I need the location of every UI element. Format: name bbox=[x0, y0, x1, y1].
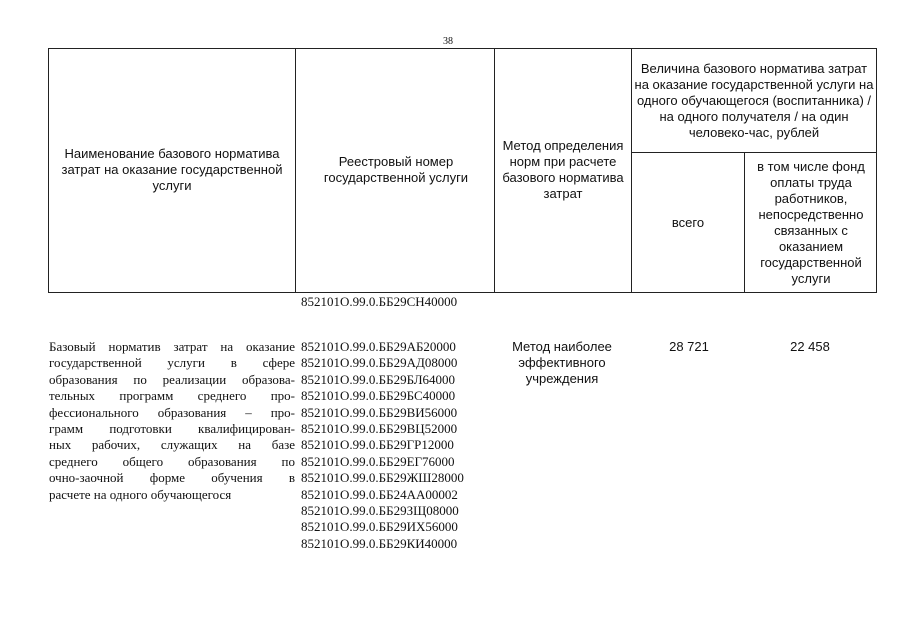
registry-number: 852101О.99.0.ББ29ГР12000 bbox=[301, 437, 454, 453]
header-registry: Реестровый номер государственной услуги bbox=[323, 154, 469, 185]
page-number: 38 bbox=[443, 36, 453, 47]
norm-name-line: Базовый норматив затрат на оказание bbox=[49, 339, 295, 354]
registry-number: 852101О.99.0.ББ29ЗЩ08000 bbox=[301, 503, 459, 519]
carryover-registry-number: 852101О.99.0.ББ29СН40000 bbox=[301, 294, 458, 309]
registry-number: 852101О.99.0.ББ29БС40000 bbox=[301, 388, 456, 404]
registry-number: 852101О.99.0.ББ29ЕГ76000 bbox=[301, 453, 455, 469]
header-total: всего bbox=[671, 214, 705, 230]
norm-name-line: тельных программ среднего про- bbox=[49, 388, 295, 404]
registry-number-list bbox=[301, 339, 464, 552]
table-bottom-border bbox=[48, 292, 877, 293]
norm-name-line: расчете на одного обучающегося bbox=[49, 486, 232, 502]
method-value: Метод наиболее эффективного учреждения bbox=[512, 339, 612, 386]
registry-number: 852101О.99.0.ББ24АА00002 bbox=[301, 486, 458, 502]
header-fot: в том числе фонд оплаты труда работников, непосредственно связанных с оказанием государственной услуги bbox=[757, 158, 865, 286]
norm-name-line: очно-заочной форме обучения в bbox=[49, 470, 295, 486]
header-method: Метод определения норм при расчете базового норматива затрат bbox=[502, 138, 624, 201]
registry-number: 852101О.99.0.ББ29ИХ56000 bbox=[301, 519, 458, 535]
fot-value: 22 458 bbox=[790, 339, 830, 354]
norm-name bbox=[49, 339, 295, 503]
col-divider-1 bbox=[295, 48, 296, 293]
total-value: 28 721 bbox=[669, 339, 709, 354]
norm-name-line: фессионального образования – про- bbox=[49, 404, 295, 420]
norm-name-line: ных рабочих, служащих на базе bbox=[49, 437, 295, 453]
registry-number: 852101О.99.0.ББ29ЖШ28000 bbox=[301, 470, 464, 486]
registry-number: 852101О.99.0.ББ29АБ20000 bbox=[301, 339, 456, 354]
norm-name-line: среднего общего образования по bbox=[49, 453, 295, 469]
col-divider-3 bbox=[631, 48, 632, 293]
header-value-group: Величина базового норматива затрат на оказание государственной услуги на одного обучающегося (воспитанника) / на одного получателя / на один человеко-час, рублей bbox=[634, 60, 874, 140]
norm-name-line: образования по реализации образова- bbox=[49, 371, 295, 387]
norm-name-line: государственной услуги в сфере bbox=[49, 355, 295, 371]
registry-number: 852101О.99.0.ББ29АД08000 bbox=[301, 355, 458, 371]
table-right-border bbox=[876, 48, 877, 293]
registry-number: 852101О.99.0.ББ29КИ40000 bbox=[301, 535, 458, 551]
table-left-border bbox=[48, 48, 49, 293]
registry-number: 852101О.99.0.ББ29ВИ56000 bbox=[301, 404, 458, 420]
norm-name-line: грамм подготовки квалифицирован- bbox=[49, 421, 295, 437]
registry-number: 852101О.99.0.ББ29БЛ64000 bbox=[301, 371, 456, 387]
col-divider-4 bbox=[744, 152, 745, 293]
registry-number: 852101О.99.0.ББ29ВЦ52000 bbox=[301, 421, 458, 437]
header-name: Наименование базового норматива затрат на оказание государственной услуги bbox=[61, 146, 283, 193]
col-divider-2 bbox=[494, 48, 495, 293]
